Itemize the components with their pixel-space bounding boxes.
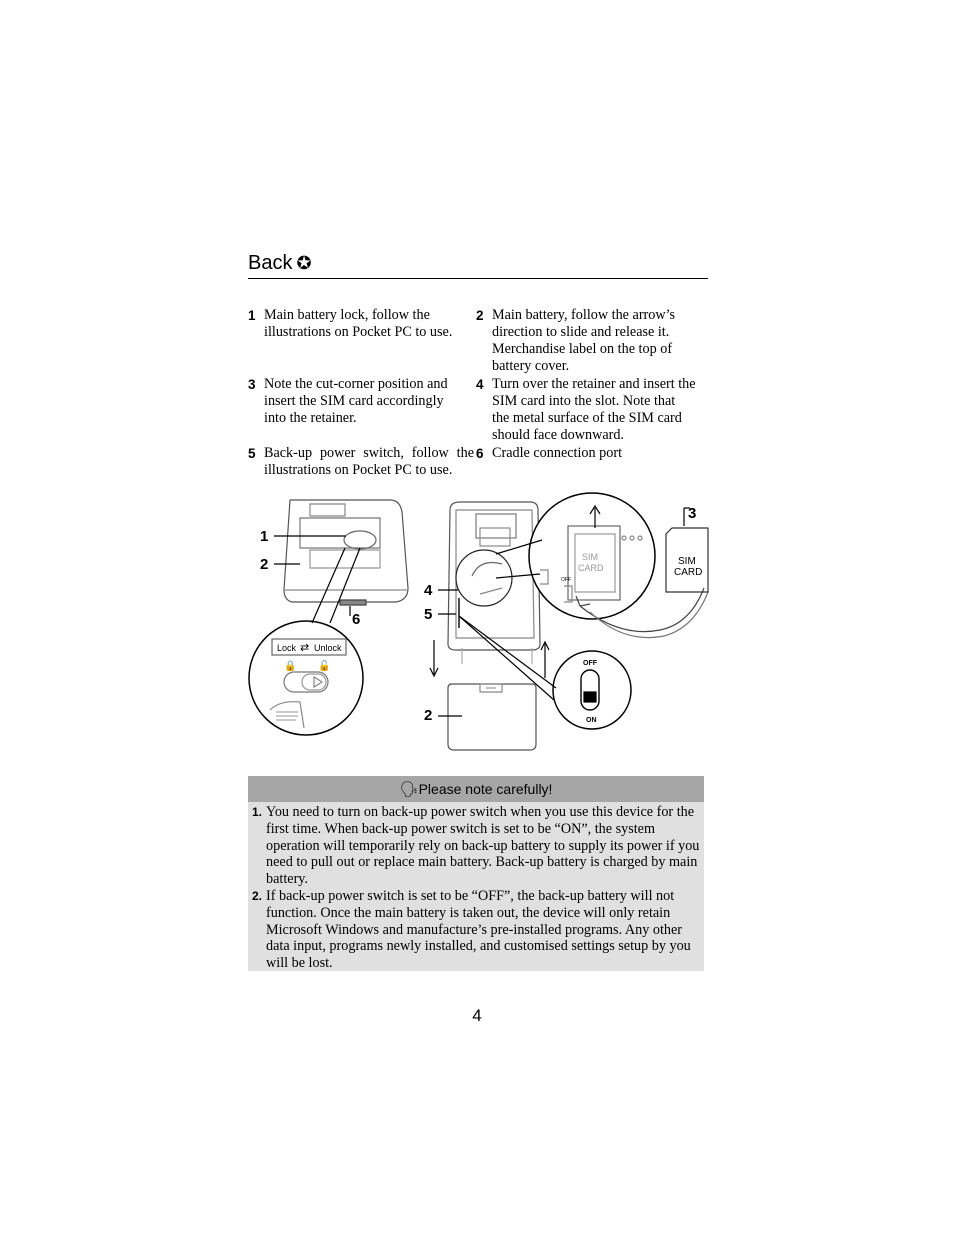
item-number: 5: [248, 446, 256, 461]
section-heading: [248, 250, 708, 279]
item-number: 1: [248, 308, 256, 323]
note-item: [252, 804, 700, 888]
lock-icon: 🔒: [284, 661, 297, 672]
note-text: You need to turn on back-up power switch when you use this device for the first time. When back-up power switch is set to be “ON”, the system operation will temporarily rely on back-up battery to supply its power if you need to pull out or replace main battery. Back-up battery is charged by main battery.: [266, 804, 700, 888]
note-header: [248, 776, 704, 802]
note-number: 2.: [252, 888, 263, 903]
battery-cover: [448, 684, 536, 750]
item-text: Note the cut-corner position and insert the SIM card accordingly into the retainer.: [264, 376, 448, 426]
note-number: 1.: [252, 805, 263, 819]
note-list: [248, 802, 704, 972]
item-text: Cradle connection port: [492, 445, 623, 461]
note-text: If back-up power switch is set to be “OFF”, the back-up battery will not function. Once the main battery is taken out, the device will only retain Microsoft Windows and manufacture’s pre-installed programs. Any other data input, programs newly installed, and customised settings setup by you will be lost.: [266, 887, 691, 972]
device-battery-view: [448, 502, 540, 664]
sim-card-label-2: CARD: [674, 567, 703, 578]
list-item: [248, 376, 462, 427]
callout-6: 6: [352, 611, 361, 628]
speaker-icon: 🗣: [399, 780, 419, 798]
switch-off-label: OFF: [583, 660, 597, 667]
small-off-label: OFF: [561, 577, 571, 583]
switch-on-label: ON: [586, 717, 597, 724]
item-number: 4: [476, 377, 484, 392]
item-text: Main battery, follow the arrow’s direction to slide and release it. Merchandise label on the top of battery cover.: [492, 307, 676, 374]
callout-2b: 2: [424, 707, 433, 724]
list-item: [476, 445, 696, 462]
sim-label-small-1: SIM: [582, 552, 599, 562]
list-item: [248, 445, 474, 479]
list-item: [248, 307, 476, 341]
lock-detail-circle: [249, 621, 363, 735]
callout-2: 2: [260, 556, 269, 573]
sim-label-small-2: CARD: [578, 563, 604, 573]
note-box: [248, 776, 704, 971]
list-item: [476, 376, 696, 444]
page-number: 4: [472, 1006, 482, 1025]
item-text: Main battery lock, follow the illustrations on Pocket PC to use.: [264, 307, 453, 340]
callout-3: 3: [688, 505, 697, 522]
item-text: Back-up power switch, follow the illustrations on Pocket PC to use.: [264, 445, 474, 478]
callout-1: 1: [260, 528, 269, 545]
item-number: 6: [476, 446, 484, 461]
note-heading: Please note carefully!: [418, 781, 553, 797]
unlock-icon: 🔓: [318, 661, 331, 672]
device-top-view: [284, 500, 408, 605]
item-number: 3: [248, 377, 256, 392]
device-back-illustration: [240, 488, 710, 758]
item-number: 2: [476, 308, 484, 323]
callout-4: 4: [424, 582, 433, 599]
note-item: [252, 888, 700, 972]
callout-5: 5: [424, 606, 433, 623]
star-icon: ✪: [296, 253, 312, 273]
list-item: [476, 307, 696, 375]
section-title: Back: [248, 252, 293, 274]
unlock-label: Unlock: [314, 643, 342, 653]
swap-arrows-icon: ⇄: [300, 641, 310, 654]
sim-card-label-1: SIM: [678, 556, 696, 567]
lock-label: Lock: [277, 643, 297, 653]
item-text: Turn over the retainer and insert the SIM card into the slot. Note that the metal surface of the SIM card should face downward.: [492, 376, 696, 443]
